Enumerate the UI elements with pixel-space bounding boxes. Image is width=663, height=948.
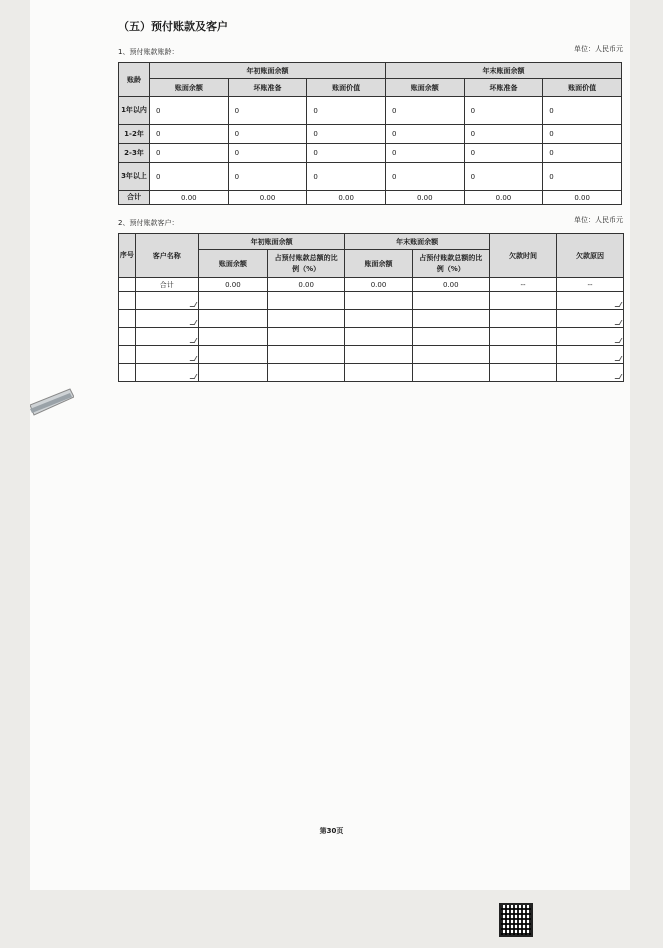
- reason-cell: [556, 328, 623, 346]
- cell: [489, 310, 556, 328]
- begin-balance-header: 年初账面余额: [150, 63, 386, 79]
- total-cell: 0.00: [385, 191, 464, 205]
- cell: 0: [150, 125, 229, 144]
- total-cell: 0.00: [412, 278, 489, 292]
- total-cell: 0.00: [198, 278, 267, 292]
- cell: [489, 292, 556, 310]
- cell: [267, 328, 344, 346]
- seq-cell: [119, 328, 136, 346]
- begin-ratio-col: 占预付账款总额的比例（%）: [267, 250, 344, 278]
- seq-cell: [119, 310, 136, 328]
- cell: 0: [228, 125, 307, 144]
- cell: [198, 292, 267, 310]
- cell: [489, 364, 556, 382]
- total-reason: --: [556, 278, 623, 292]
- cell: [198, 310, 267, 328]
- cell: [412, 328, 489, 346]
- cell: [412, 310, 489, 328]
- qr-code-icon: [499, 903, 533, 937]
- reason-header: 欠款原因: [556, 234, 623, 278]
- cell: 0: [543, 163, 622, 191]
- end-balance-header: 年末账面余额: [385, 63, 621, 79]
- cell: [267, 346, 344, 364]
- section2-unit: 单位：人民币元: [574, 216, 623, 224]
- seq-cell: [119, 278, 136, 292]
- seq-header: 序号: [119, 234, 136, 278]
- cell: 0: [150, 97, 229, 125]
- cell: [267, 292, 344, 310]
- customer-table: [118, 233, 624, 382]
- total-time: --: [489, 278, 556, 292]
- cell: [267, 310, 344, 328]
- cell: [345, 364, 412, 382]
- cell: 0: [464, 144, 543, 163]
- customer-cell: [135, 292, 198, 310]
- cell: 0: [543, 125, 622, 144]
- cell: 0: [228, 144, 307, 163]
- customer-cell: [135, 310, 198, 328]
- cell: 0: [228, 97, 307, 125]
- cell: 0: [228, 163, 307, 191]
- cell: [345, 328, 412, 346]
- row-label: 2-3年: [119, 144, 150, 163]
- cell: 0: [464, 125, 543, 144]
- total-label: 合计: [119, 191, 150, 205]
- total-cell: 0.00: [345, 278, 412, 292]
- cell: 0: [385, 125, 464, 144]
- customer-cell: [135, 364, 198, 382]
- cell: 0: [307, 97, 386, 125]
- cell: 0: [543, 144, 622, 163]
- subcol-6: 账面价值: [543, 79, 622, 97]
- reason-cell: [556, 310, 623, 328]
- row-label: 1年以内: [119, 97, 150, 125]
- cell: [345, 346, 412, 364]
- section1-unit: 单位：人民币元: [574, 45, 623, 53]
- total-cell: 0.00: [267, 278, 344, 292]
- reason-cell: [556, 364, 623, 382]
- subcol-1: 账面余额: [150, 79, 229, 97]
- cell: [489, 346, 556, 364]
- subcol-4: 账面余额: [385, 79, 464, 97]
- cell: 0: [385, 97, 464, 125]
- cell: 0: [307, 144, 386, 163]
- cell: [345, 310, 412, 328]
- seq-cell: [119, 292, 136, 310]
- page-number: 第30页: [319, 827, 344, 835]
- total-label: 合计: [135, 278, 198, 292]
- customer-header: 客户名称: [135, 234, 198, 278]
- total-cell: 0.00: [543, 191, 622, 205]
- row-label: 1-2年: [119, 125, 150, 144]
- cell: 0: [464, 163, 543, 191]
- cell: 0: [464, 97, 543, 125]
- customer-cell: [135, 328, 198, 346]
- seq-cell: [119, 346, 136, 364]
- end-balance-header: 年末账面余额: [345, 234, 490, 250]
- section2-subtitle: 2、预付账款客户：: [118, 219, 179, 227]
- cell: [412, 292, 489, 310]
- end-ratio-col: 占预付账款总额的比例（%）: [412, 250, 489, 278]
- cell: 0: [307, 163, 386, 191]
- cell: [412, 364, 489, 382]
- section-title: （五）预付账款及客户: [118, 20, 228, 33]
- cell: [345, 292, 412, 310]
- row-label: 3年以上: [119, 163, 150, 191]
- reason-cell: [556, 292, 623, 310]
- customer-cell: [135, 346, 198, 364]
- begin-balance-col: 账面余额: [198, 250, 267, 278]
- cell: 0: [385, 163, 464, 191]
- cell: 0: [543, 97, 622, 125]
- section1-subtitle: 1、预付账款账龄：: [118, 48, 179, 56]
- cell: [489, 328, 556, 346]
- cell: [198, 346, 267, 364]
- cell: [198, 364, 267, 382]
- subcol-2: 坏账准备: [228, 79, 307, 97]
- aging-table: [118, 62, 622, 205]
- cell: 0: [150, 144, 229, 163]
- subcol-3: 账面价值: [307, 79, 386, 97]
- total-cell: 0.00: [307, 191, 386, 205]
- subcol-5: 坏账准备: [464, 79, 543, 97]
- cell: 0: [150, 163, 229, 191]
- begin-balance-header: 年初账面余额: [198, 234, 345, 250]
- pen-icon: [30, 385, 74, 425]
- cell: [412, 346, 489, 364]
- total-cell: 0.00: [228, 191, 307, 205]
- reason-cell: [556, 346, 623, 364]
- cell: 0: [307, 125, 386, 144]
- cell: 0: [385, 144, 464, 163]
- total-cell: 0.00: [464, 191, 543, 205]
- total-cell: 0.00: [150, 191, 229, 205]
- cell: [267, 364, 344, 382]
- aging-header: 账龄: [119, 63, 150, 97]
- time-header: 欠款时间: [489, 234, 556, 278]
- seq-cell: [119, 364, 136, 382]
- cell: [198, 328, 267, 346]
- end-balance-col: 账面余额: [345, 250, 412, 278]
